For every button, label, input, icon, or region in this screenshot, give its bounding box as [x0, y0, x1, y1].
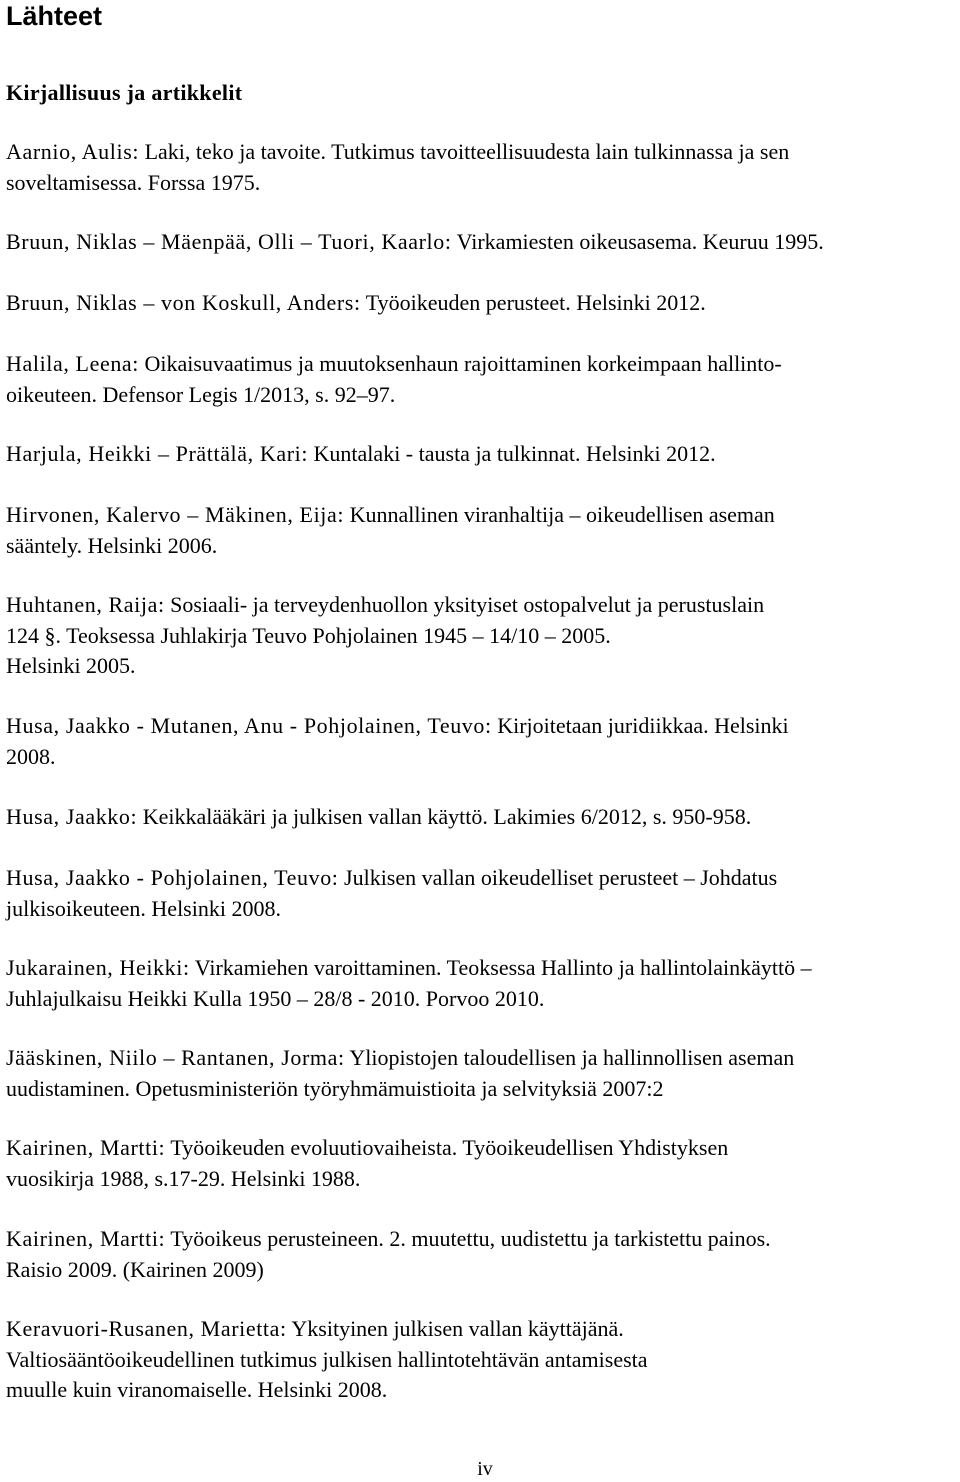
reference-entry: [6, 863, 931, 924]
reference-text-line: Keikkalääkäri ja julkisen vallan käyttö. Lakimies 6/2012, s. 950-958.: [142, 804, 752, 829]
page-heading: Lähteet: [6, 1, 103, 31]
reference-entry: [6, 1224, 931, 1285]
reference-author: Aarnio, Aulis:: [6, 139, 140, 164]
reference-text-line: 2008.: [6, 743, 56, 769]
reference-author: Harjula, Heikki – Prättälä, Kari:: [6, 441, 309, 466]
reference-text-line: Yksityinen julkisen vallan käyttäjänä.: [291, 1316, 624, 1341]
reference-author: Keravuori-Rusanen, Marietta:: [6, 1316, 287, 1341]
reference-author: Jääskinen, Niilo – Rantanen, Jorma:: [6, 1045, 345, 1070]
reference-text-line: Oikaisuvaatimus ja muutoksenhaun rajoittaminen korkeimpaan hallinto-: [144, 351, 782, 376]
reference-text-line: Virkamiesten oikeusasema. Keuruu 1995.: [456, 229, 824, 254]
reference-entry: [6, 349, 931, 410]
reference-author: Huhtanen, Raija:: [6, 592, 165, 617]
reference-text-line: 124 §. Teoksessa Juhlakirja Teuvo Pohjolainen 1945 – 14/10 – 2005.: [6, 622, 611, 648]
reference-text-line: Raisio 2009. (Kairinen 2009): [6, 1256, 264, 1282]
reference-author: Halila, Leena:: [6, 351, 139, 376]
reference-text-line: Kuntalaki - tausta ja tulkinnat. Helsinki 2012.: [313, 441, 716, 466]
reference-entry: [6, 802, 931, 833]
reference-entry: [6, 1043, 931, 1104]
reference-entry: [6, 1314, 931, 1406]
reference-text-line: Julkisen vallan oikeudelliset perusteet – Johdatus: [344, 865, 778, 890]
reference-text-line: Kirjoitetaan juridiikkaa. Helsinki: [497, 713, 789, 738]
reference-text-line: vuosikirja 1988, s.17-29. Helsinki 1988.: [6, 1165, 361, 1191]
reference-text-line: Juhlajulkaisu Heikki Kulla 1950 – 28/8 - 2010. Porvoo 2010.: [6, 985, 545, 1011]
reference-text-line: Yliopistojen taloudellisen ja hallinnollisen aseman: [349, 1045, 795, 1070]
reference-author: Husa, Jaakko - Pohjolainen, Teuvo:: [6, 865, 339, 890]
reference-text-line: sääntely. Helsinki 2006.: [6, 532, 218, 558]
reference-entry: [6, 227, 931, 258]
reference-author: Husa, Jaakko - Mutanen, Anu - Pohjolainen, Teuvo:: [6, 713, 492, 738]
reference-text-line: Virkamiehen varoittaminen. Teoksessa Hallinto ja hallintolainkäyttö –: [194, 955, 812, 980]
reference-author: Husa, Jaakko:: [6, 804, 138, 829]
page-number: iv: [477, 1458, 493, 1480]
section-title: Kirjallisuus ja artikkelit: [6, 80, 243, 105]
reference-entry: [6, 711, 931, 772]
reference-author: Hirvonen, Kalervo – Mäkinen, Eija:: [6, 502, 345, 527]
reference-text-line: Laki, teko ja tavoite. Tutkimus tavoitteellisuudesta lain tulkinnassa ja sen: [144, 139, 790, 164]
reference-author: Kairinen, Martti:: [6, 1135, 166, 1160]
reference-author: Kairinen, Martti:: [6, 1226, 166, 1251]
reference-entry: [6, 953, 931, 1014]
reference-entry: [6, 439, 931, 470]
reference-author: Bruun, Niklas – von Koskull, Anders:: [6, 290, 361, 315]
reference-entry: [6, 590, 931, 682]
reference-text-line: Sosiaali- ja terveydenhuollon yksityiset ostopalvelut ja perustuslain: [170, 592, 765, 617]
reference-text-line: Kunnallinen viranhaltija – oikeudellisen aseman: [349, 502, 775, 527]
reference-text-line: soveltamisessa. Forssa 1975.: [6, 169, 261, 195]
reference-text-line: Työoikeus perusteineen. 2. muutettu, uudistettu ja tarkistettu painos.: [170, 1226, 771, 1251]
reference-text-line: Työoikeuden perusteet. Helsinki 2012.: [365, 290, 706, 315]
reference-text-line: uudistaminen. Opetusministeriön työryhmämuistioita ja selvityksiä 2007:2: [6, 1075, 664, 1101]
reference-entry: [6, 500, 931, 561]
reference-text-line: muulle kuin viranomaiselle. Helsinki 2008.: [6, 1377, 388, 1402]
reference-text-line: julkisoikeuteen. Helsinki 2008.: [6, 895, 281, 921]
reference-author: Bruun, Niklas – Mäenpää, Olli – Tuori, Kaarlo:: [6, 229, 452, 254]
reference-text-line: Helsinki 2005.: [6, 653, 136, 678]
reference-text-line: oikeuteen. Defensor Legis 1/2013, s. 92–97.: [6, 381, 396, 407]
reference-text-line: Työoikeuden evoluutiovaiheista. Työoikeudellisen Yhdistyksen: [170, 1135, 729, 1160]
reference-text-line: Valtiosääntöoikeudellinen tutkimus julkisen hallintotehtävän antamisesta: [6, 1346, 648, 1372]
reference-entry: [6, 1133, 931, 1194]
reference-entry: [6, 288, 931, 319]
reference-entry: [6, 137, 931, 198]
reference-author: Jukarainen, Heikki:: [6, 955, 190, 980]
